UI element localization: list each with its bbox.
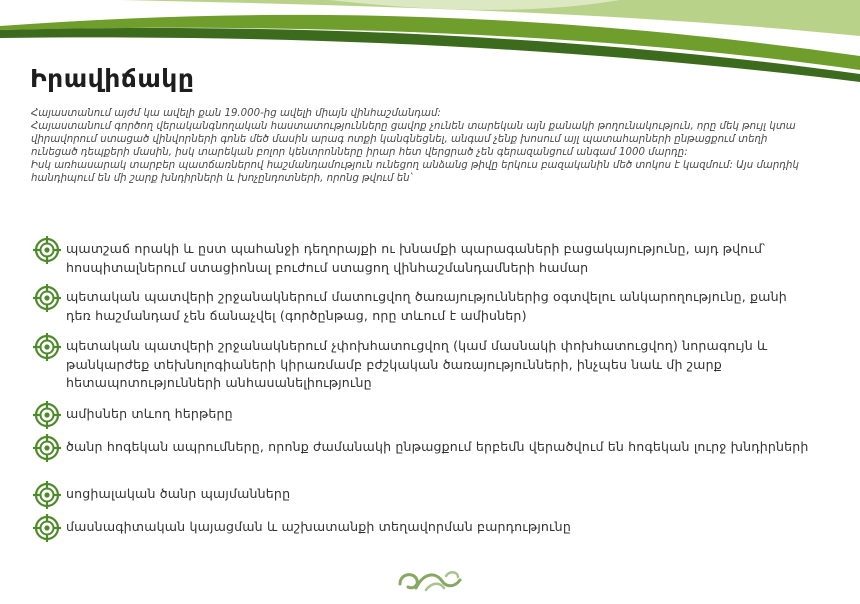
- list-item-text: պետական պատվերի շրջանակներում չփոխհատուցվող (կամ մասնակի փոխհատուցվող) նորագույն և թանկարժեք տեխնոլոգիաների կիրառմամբ բժշկական ծառայությունների, ինչպես նաև մի շարք հետապոտությունների անհասանելիությունը: [66, 338, 768, 390]
- target-icon: [33, 236, 61, 264]
- list-item-text: սոցիալական ծանր պայմանները: [66, 486, 291, 501]
- target-icon: [33, 284, 61, 312]
- target-icon: [33, 434, 61, 462]
- target-icon: [33, 401, 61, 429]
- intro-paragraph: Հայաստանում այժմ կա ավելի քան 19.000-ից ավելի միայն վինհաշմանդամ:: [31, 108, 441, 119]
- list-item-text: պետական պատվերի շրջանակներում մատուցվող ծառայություններից օգտվելու անկարողությունը, քանի դեռ հաշմանդամ չեն ճանաչվել (գործընթաց, որը տևում է ամիսներ): [66, 289, 787, 323]
- page-title: Իրավիճակը: [30, 64, 195, 93]
- intro-paragraph: Իսկ առհասարակ տարբեր պատճառներով հաշմանդամություն ունեցող անձանց թիվը երկուս բազականին մեծ տոկոս է կազմում: Այս մարդիկ հանդիպում են մի շարք խնդիրների և խոչընդոտների, որոնց թվում են՝: [31, 160, 799, 185]
- target-icon: [33, 481, 61, 509]
- target-icon: [33, 514, 61, 542]
- intro-text: [31, 107, 811, 186]
- list-item-text: ծանր հոգեկան ապրումները, որոնք ժամանակի ընթացքում երբեմն վերածվում են հոգեկան լուրջ խնդիրների: [66, 439, 809, 454]
- swirl-ornament-icon: [396, 568, 464, 594]
- list-item-text: պատշաճ որակի և ըստ պահանջի դեղորայքի ու խնամքի պարագաների բացակայությունը, այդ թվում՝ հոսպիտալներում ստացիոնալ բուժում ստացող վինհաշմանդամների համար: [66, 241, 766, 275]
- intro-paragraph: Հայաստանում գործող վերականգնողական հաստատությունները ցավոք չունեն տարեկան այն քանակի թողունակություն, որը մեկ թույլ կտա վիրավորում ստացած վինվորների գոնե մեծ մասին արագ ոտքի կանգնեցնել, անգամ չենք խոսում այլ պատահարների ընթացքում տեղի ունեցած դեպքերի մասին, իսկ տարեկան բոլոր կենտրոնները իրար հետ վերցրած չեն գերազանցում անգամ 1000 մարդը:: [31, 121, 796, 159]
- list-item-text: ամիսներ տևող հերթերը: [66, 406, 233, 421]
- target-icon: [33, 333, 61, 361]
- list-item-text: մասնագիտական կայացման և աշխատանքի տեղավորման բարդությունը: [66, 519, 571, 534]
